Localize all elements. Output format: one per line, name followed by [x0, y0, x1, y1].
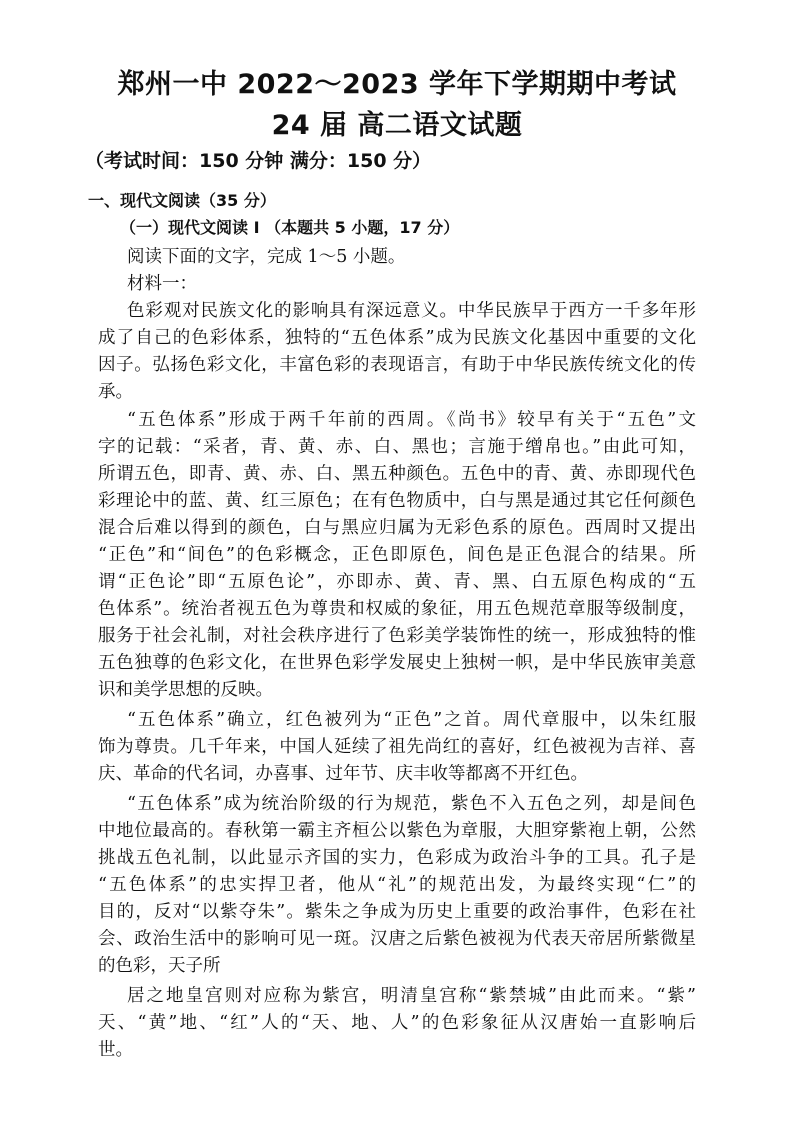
paragraph-5-line: 天、“黄”地、“红”人的“天、地、人”的色彩象征从汉唐始一直影响后	[98, 1013, 696, 1033]
exam-time-score: （考试时间：150 分钟 满分：150 分）	[85, 150, 432, 172]
subsection-heading: （一）现代文阅读 I （本题共 5 小题，17 分）	[120, 218, 460, 237]
paragraph-4-line: 的色彩，天子所	[98, 956, 221, 976]
paragraph-5-line: 世。	[98, 1040, 133, 1060]
paragraph-2-line: 字的记载：“采者，青、黄、赤、白、黑也；言施于缯帛也。”由此可知，	[98, 437, 696, 457]
exam-subtitle: 24 届 高二语文试题	[271, 110, 523, 141]
paragraph-2-line: 所谓五色，即青、黄、赤、白、黑五种颜色。五色中的青、黄、赤即现代色	[98, 464, 696, 484]
material-label: 材料一：	[127, 274, 197, 294]
paragraph-4-line: “五色体系”成为统治阶级的行为规范，紫色不入五色之列，却是间色	[127, 794, 696, 814]
paragraph-2-line: 服务于社会礼制，对社会秩序进行了色彩美学装饰性的统一，形成独特的惟	[98, 626, 696, 646]
paragraph-2-line: “正色”和“间色”的色彩概念，正色即原色，间色是正色混合的结果。所	[98, 545, 696, 565]
paragraph-1-line: 色彩观对民族文化的影响具有深远意义。中华民族早于西方一千多年形	[127, 301, 696, 321]
paragraph-2-line: 色体系”。统治者视五色为尊贵和权威的象征，用五色规范章服等级制度，	[98, 599, 696, 619]
paragraph-3-line: 庆、革命的代名词，办喜事、过年节、庆丰收等都离不开红色。	[98, 764, 588, 784]
paragraph-2-line: 混合后难以得到的颜色，白与黑应归属为无彩色系的原色。西周时又提出	[98, 518, 696, 538]
paragraph-2-line: “五色体系”形成于两千年前的西周。《尚书》较早有关于“五色”文	[127, 410, 696, 430]
paragraph-4-line: 目的，反对“以紫夺朱”。紫朱之争成为历史上重要的政治事件，色彩在社	[98, 902, 696, 922]
section-heading: 一、现代文阅读（35 分）	[88, 191, 276, 210]
paragraph-1-line: 成了自己的色彩体系，独特的“五色体系”成为民族文化基因中重要的文化	[98, 328, 696, 348]
paragraph-2-line: 谓“正色论”即“五原色论”，亦即赤、黄、青、黑、白五原色构成的“五	[98, 572, 696, 592]
paragraph-3-line: 饰为尊贵。几千年来，中国人延续了祖先尚红的喜好，红色被视为吉祥、喜	[98, 737, 696, 757]
instruction-text: 阅读下面的文字，完成 1～5 小题。	[127, 247, 406, 267]
paragraph-1-line: 承。	[98, 382, 133, 402]
paragraph-4-line: 中地位最高的。春秋第一霸主齐桓公以紫色为章服，大胆穿紫袍上朝，公然	[98, 821, 696, 841]
paragraph-2-line: 识和美学思想的反映。	[98, 680, 273, 700]
paragraph-4-line: 会、政治生活中的影响可见一斑。汉唐之后紫色被视为代表天帝居所紫微星	[98, 929, 696, 949]
paragraph-1-line: 因子。弘扬色彩文化，丰富色彩的表现语言，有助于中华民族传统文化的传	[98, 355, 696, 375]
paragraph-5-line: 居之地皇宫则对应称为紫宫，明清皇宫称“紫禁城”由此而来。“紫”	[127, 986, 696, 1006]
paragraph-2-line: 彩理论中的蓝、黄、红三原色；在有色物质中，白与黑是通过其它任何颜色	[98, 491, 696, 511]
paragraph-3-line: “五色体系”确立，红色被列为“正色”之首。周代章服中，以朱红服	[127, 710, 696, 730]
paragraph-4-line: 挑战五色礼制，以此显示齐国的实力，色彩成为政治斗争的工具。孔子是	[98, 848, 696, 868]
paragraph-2-line: 五色独尊的色彩文化，在世界色彩学发展史上独树一帜，是中华民族审美意	[98, 653, 696, 673]
exam-title: 郑州一中 2022～2023 学年下学期期中考试	[117, 69, 677, 100]
paragraph-4-line: “五色体系”的忠实捍卫者，他从“礼”的规范出发，为最终实现“仁”的	[98, 875, 696, 895]
